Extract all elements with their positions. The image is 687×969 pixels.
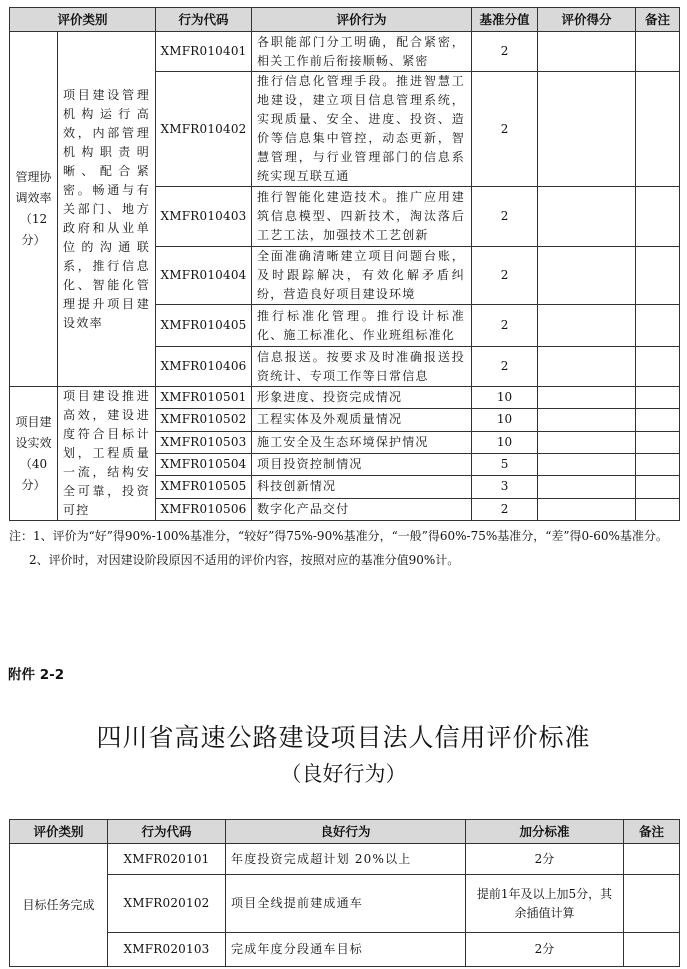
attachment-label: 附件 2-2 (8, 667, 65, 683)
table-header-row (10, 8, 680, 32)
behavior-text: 数字化产品交付 (252, 498, 472, 520)
table-row (10, 875, 680, 933)
eval-score-cell[interactable] (538, 387, 636, 409)
remarks-cell[interactable] (636, 453, 680, 475)
header-remarks: 备注 (624, 820, 680, 844)
behavior-code: XMFR010504 (156, 453, 252, 475)
behavior-text: 科技创新情况 (252, 476, 472, 498)
subcategory-cell: 项目建设管理机构运行高效，内部管理机构职责明晰、配合紧密。畅通与有关部门、地方政府和从业单位的沟通联系，推行信息化、智能化管理提升项目建设效率 (58, 32, 156, 387)
criteria-table-2 (9, 819, 680, 967)
remarks-cell[interactable] (636, 387, 680, 409)
table-row (10, 933, 680, 967)
plus-standard: 2分 (466, 844, 624, 875)
remarks-cell[interactable] (636, 32, 680, 72)
behavior-code: XMFR010402 (156, 72, 252, 187)
base-score: 2 (472, 305, 538, 347)
subcategory-cell: 项目建设推进高效，建设进度符合目标计划，工程质量一流，结构安全可靠，投资可控 (58, 387, 156, 521)
base-score: 5 (472, 453, 538, 475)
table-row (10, 844, 680, 875)
eval-score-cell[interactable] (538, 305, 636, 347)
header-eval-score: 评价得分 (538, 8, 636, 32)
remarks-cell[interactable] (636, 498, 680, 520)
behavior-text: 项目投资控制情况 (252, 453, 472, 475)
behavior-code: XMFR020102 (108, 875, 226, 933)
base-score: 2 (472, 187, 538, 247)
behavior-text: 推行标准化管理。推行设计标准化、施工标准化、作业班组标准化 (252, 305, 472, 347)
base-score: 10 (472, 387, 538, 409)
behavior-text: 项目全线提前建成通车 (226, 875, 466, 933)
eval-score-cell[interactable] (538, 453, 636, 475)
remarks-cell[interactable] (624, 844, 680, 875)
eval-score-cell[interactable] (538, 431, 636, 453)
document-title: 四川省高速公路建设项目法人信用评价标准 (96, 723, 591, 752)
behavior-code: XMFR010505 (156, 476, 252, 498)
category-cell: 目标任务完成 (10, 844, 108, 967)
category-cell: 项目建设实效（40分） (10, 387, 58, 521)
behavior-code: XMFR010406 (156, 347, 252, 387)
behavior-code: XMFR010502 (156, 409, 252, 431)
behavior-code: XMFR010404 (156, 247, 252, 305)
base-score: 2 (472, 72, 538, 187)
base-score: 2 (472, 32, 538, 72)
base-score: 2 (472, 247, 538, 305)
eval-score-cell[interactable] (538, 247, 636, 305)
table-row (10, 32, 680, 72)
base-score: 10 (472, 409, 538, 431)
base-score: 2 (472, 347, 538, 387)
header-plus-standard: 加分标准 (466, 820, 624, 844)
remarks-cell[interactable] (624, 933, 680, 967)
behavior-text: 推行信息化管理手段。推进智慧工地建设，建立项目信息管理系统，实现质量、安全、进度、投资、造价等信息集中管控，动态更新，智慧管理，与行业管理部门的信息系统实现互联互通 (252, 72, 472, 187)
behavior-code: XMFR010501 (156, 387, 252, 409)
header-category: 评价类别 (10, 8, 156, 32)
header-remarks: 备注 (636, 8, 680, 32)
category-cell: 管理协调效率（12分） (10, 32, 58, 387)
header-behavior: 评价行为 (252, 8, 472, 32)
behavior-text: 信息报送。按要求及时准确报送投资统计、专项工作等日常信息 (252, 347, 472, 387)
behavior-code: XMFR010403 (156, 187, 252, 247)
header-code: 行为代码 (156, 8, 252, 32)
behavior-text: 年度投资完成超计划 20%以上 (226, 844, 466, 875)
behavior-text: 形象进度、投资完成情况 (252, 387, 472, 409)
remarks-cell[interactable] (636, 476, 680, 498)
criteria-table-1 (9, 7, 680, 521)
behavior-text: 推行智能化建造技术。推广应用建筑信息模型、四新技术，淘汰落后工艺工法，加强技术工艺创新 (252, 187, 472, 247)
eval-score-cell[interactable] (538, 498, 636, 520)
remarks-cell[interactable] (636, 305, 680, 347)
behavior-code: XMFR010401 (156, 32, 252, 72)
note-1: 注：1、评价为“好”得90%-100%基准分，“较好”得75%-90%基准分，“一般”得60%-75%基准分，“差”得0-60%基准分。 (9, 529, 668, 543)
remarks-cell[interactable] (636, 347, 680, 387)
eval-score-cell[interactable] (538, 32, 636, 72)
header-code: 行为代码 (108, 820, 226, 844)
header-good-behavior: 良好行为 (226, 820, 466, 844)
table-header-row (10, 820, 680, 844)
plus-standard: 提前1年及以上加5分，其余插值计算 (466, 875, 624, 933)
behavior-text: 施工安全及生态环境保护情况 (252, 431, 472, 453)
behavior-text: 完成年度分段通车目标 (226, 933, 466, 967)
behavior-code: XMFR010503 (156, 431, 252, 453)
eval-score-cell[interactable] (538, 72, 636, 187)
header-base-score: 基准分值 (472, 8, 538, 32)
remarks-cell[interactable] (624, 875, 680, 933)
behavior-code: XMFR020101 (108, 844, 226, 875)
note-2: 2、评价时，对因建设阶段原因不适用的评价内容，按照对应的基准分值90%计。 (29, 553, 460, 567)
eval-score-cell[interactable] (538, 347, 636, 387)
base-score: 10 (472, 431, 538, 453)
remarks-cell[interactable] (636, 72, 680, 187)
plus-standard: 2分 (466, 933, 624, 967)
table-row (10, 387, 680, 409)
remarks-cell[interactable] (636, 187, 680, 247)
eval-score-cell[interactable] (538, 187, 636, 247)
behavior-code: XMFR020103 (108, 933, 226, 967)
remarks-cell[interactable] (636, 409, 680, 431)
behavior-text: 工程实体及外观质量情况 (252, 409, 472, 431)
base-score: 3 (472, 476, 538, 498)
behavior-text: 全面准确清晰建立项目问题台账，及时跟踪解决，有效化解矛盾纠纷，营造良好项目建设环境 (252, 247, 472, 305)
behavior-code: XMFR010405 (156, 305, 252, 347)
table-notes (9, 527, 679, 569)
eval-score-cell[interactable] (538, 476, 636, 498)
behavior-text: 各职能部门分工明确，配合紧密，相关工作前后衔接顺畅、紧密 (252, 32, 472, 72)
remarks-cell[interactable] (636, 431, 680, 453)
remarks-cell[interactable] (636, 247, 680, 305)
eval-score-cell[interactable] (538, 409, 636, 431)
header-category: 评价类别 (10, 820, 108, 844)
document-subtitle: （良好行为） (280, 762, 407, 786)
base-score: 2 (472, 498, 538, 520)
behavior-code: XMFR010506 (156, 498, 252, 520)
